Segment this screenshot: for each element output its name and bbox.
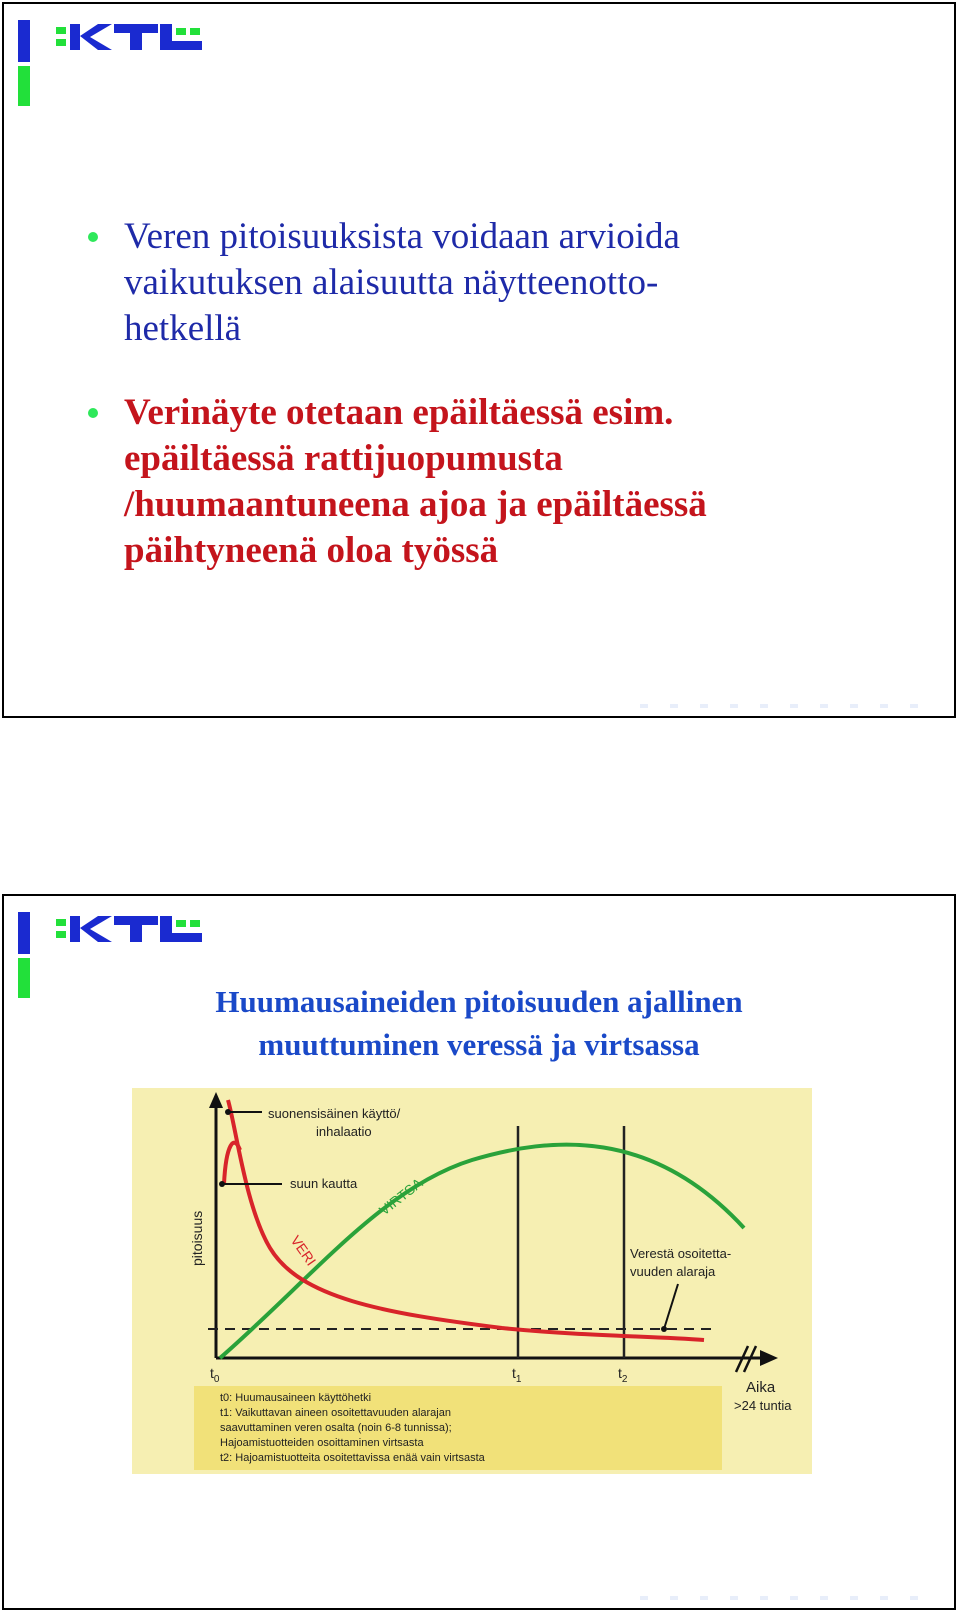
- annotation-limit-line-1: Verestä osoitetta-: [630, 1246, 732, 1261]
- logo-dot: [56, 931, 66, 938]
- logo-dot: [176, 28, 186, 35]
- concentration-time-figure: [132, 1088, 812, 1474]
- logo-dot: [56, 39, 66, 46]
- logo-letter-t: [130, 24, 142, 50]
- tick-t1: $t_1$: [512, 1365, 522, 1385]
- bullet-item-1: [88, 214, 928, 352]
- legend-line: saavuttaminen veren osalta (noin 6-8 tunnissa);: [220, 1422, 452, 1434]
- logo-bar-blue: [18, 20, 30, 62]
- logo-letter-l: [160, 41, 202, 50]
- bullet-list: [88, 214, 928, 574]
- logo-dot: [190, 920, 200, 927]
- annotation-limit-line-2: vuuden alaraja: [630, 1264, 716, 1279]
- x-axis-label: Aika: [746, 1379, 776, 1396]
- veri-label: VERI: [287, 1232, 320, 1269]
- bullet-item-2: [88, 390, 928, 574]
- logo-dot: [176, 920, 186, 927]
- annotation-inhalation-line-1: suonensisäinen käyttö/: [268, 1106, 401, 1121]
- legend-line: t1: Vaikuttavan aineen osoitettavuuden alarajan: [220, 1407, 451, 1419]
- legend-line: t0: Huumausaineen käyttöhetki: [220, 1392, 372, 1404]
- logo-dot: [56, 919, 66, 926]
- logo-letter-k: [80, 916, 112, 942]
- ktl-logo: [56, 22, 206, 52]
- logo-letter-k: [80, 24, 112, 50]
- annotation-dot: [661, 1326, 667, 1332]
- slide-2: [2, 894, 956, 1610]
- logo-letter-k: [70, 916, 80, 942]
- bullet-line: Veren pitoisuuksista voidaan arvioida: [124, 216, 680, 257]
- x-axis-note: >24 tuntia: [734, 1398, 792, 1413]
- annotation-inhalation-line-2: inhalaatio: [316, 1124, 372, 1139]
- slide-1: [2, 2, 956, 718]
- logo-bar-green: [18, 66, 30, 106]
- bullet-dot: [88, 232, 98, 242]
- logo-letter-t: [130, 916, 142, 942]
- logo-letter-k: [70, 24, 80, 50]
- logo-dot: [190, 28, 200, 35]
- tick-t0: $t_0$: [210, 1365, 220, 1385]
- legend-line: Hajoamistuotteiden osoittaminen virtsasta: [220, 1437, 424, 1449]
- virtsa-label: VIRTSA: [375, 1174, 426, 1219]
- y-axis-label: pitoisuus: [189, 1210, 205, 1266]
- annotation-dot: [219, 1181, 225, 1187]
- bullet-line: hetkellä: [124, 308, 242, 349]
- logo-bar-blue: [18, 912, 30, 954]
- title-line: muuttuminen veressä ja virtsassa: [258, 1027, 700, 1062]
- bullet-line: /huumaantuneena ajoa ja epäiltäessä: [124, 484, 707, 525]
- bullet-line: Verinäyte otetaan epäiltäessä esim.: [124, 392, 674, 433]
- bullet-line: vaikutuksen alaisuutta näytteenotto-: [124, 262, 659, 303]
- bullet-line: päihtyneenä oloa työssä: [124, 530, 499, 571]
- tick-t2: $t_2$: [618, 1365, 628, 1385]
- annotation-oral: suun kautta: [290, 1176, 358, 1191]
- annotation-dot: [225, 1109, 231, 1115]
- footer-dots: [640, 1596, 918, 1600]
- bullet-line: epäiltäessä rattijuopumusta: [124, 438, 563, 479]
- legend-line: t2: Hajoamistuotteita osoitettavissa enää vain virtsasta: [220, 1452, 485, 1464]
- bullet-dot: [88, 408, 98, 418]
- footer-dots: [640, 704, 918, 708]
- ktl-logo: [56, 914, 206, 944]
- logo-dot: [56, 27, 66, 34]
- slide-title: [4, 980, 954, 1066]
- title-line: Huumausaineiden pitoisuuden ajallinen: [215, 984, 743, 1019]
- logo-letter-l: [160, 933, 202, 942]
